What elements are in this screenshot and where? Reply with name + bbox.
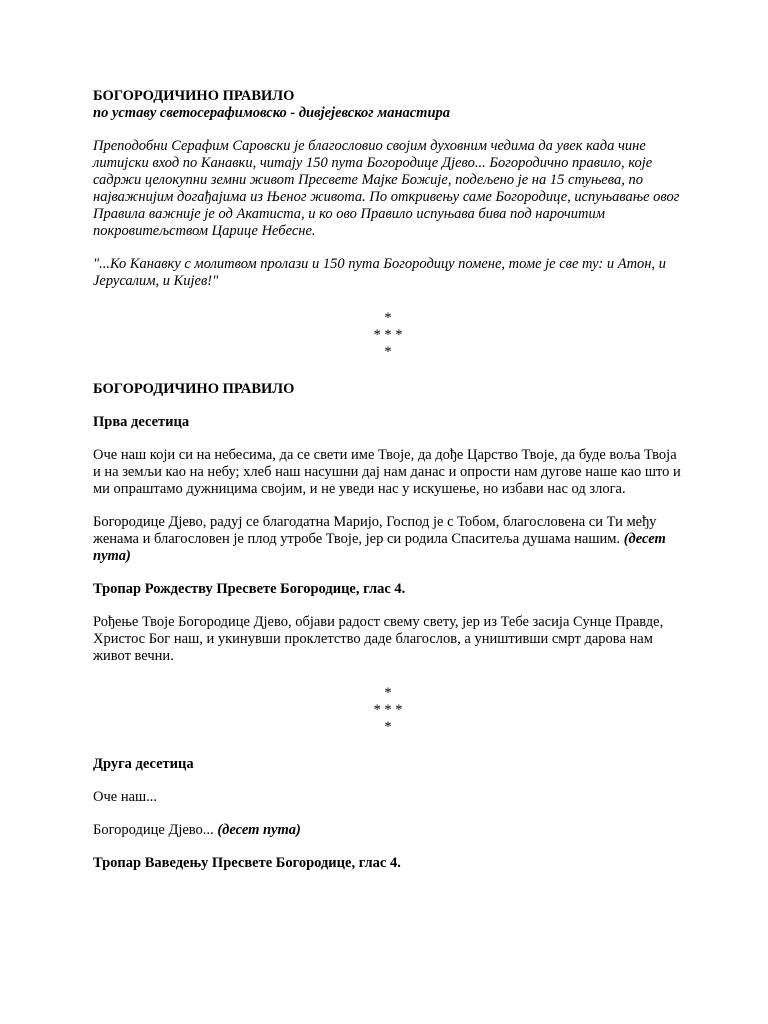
section-separator: [93, 685, 683, 736]
separator-top: *: [384, 685, 392, 701]
hail-mary-repeat-note: (десет пута): [93, 531, 666, 564]
quote-paragraph: "...Ко Канавку с молитвом пролази и 150 пута Богородицу помене, томе је све ту: и Атон, и Јерусалим, и Кијев!": [93, 256, 666, 289]
hail-mary-repeat-note: (десет пута): [217, 822, 301, 838]
first-decade-our-father: Оче наш који си на небесима, да се свети име Твоје, да дође Царство Твоје, да буде воља Твоја и на земљи као на небу; хлеб наш насушни дај нам данас и опрости нам дугове наше као што и ми опраштамо дужницима својим, и не уведи нас у искушење, но избави нас од злога.: [93, 447, 681, 497]
first-decade-hail-mary: [93, 514, 683, 565]
separator-top: *: [384, 310, 392, 326]
second-decade-our-father: Оче наш...: [93, 789, 158, 805]
second-decade-hail-mary: [93, 822, 683, 839]
document-subtitle: по уставу светосерафимовско - дивјејевског манастира: [93, 105, 451, 121]
separator-bottom: *: [384, 719, 392, 735]
first-decade-troparion-heading: Тропар Рождеству Пресвете Богородице, глас 4.: [93, 581, 406, 597]
second-decade-troparion-heading: Тропар Ваведењу Пресвете Богородице, глас 4.: [93, 855, 401, 871]
separator-middle: * * *: [373, 702, 403, 718]
hail-mary-text: Богородице Дјево, радуј се благодатна Маријо, Господ је с Тобом, благословена си Ти међу женама и благословен је плод утробе Твоје, јер си родила Спаситеља душама нашим.: [93, 514, 657, 547]
separator-bottom: *: [384, 344, 392, 360]
intro-paragraph: Преподобни Серафим Саровски је благословио својим духовним чедима да увек када чине литијски вход по Канавки, читају 150 пута Богородице Дјево... Богородично правило, које садржи целокупни земни живот Пресвете Мајке Божије, подељено је на 15 стуњева, по најважнијим догађајима из Њеног живота. По откривењу саме Богородице, испуњавање овог Правила важније је од Акатиста, и ко ово Правило испуњава бива под нарочитим покровитељством Царице Небесне.: [93, 138, 680, 239]
first-decade-troparion-text: Рођење Твоје Богородице Дјево, објави радост свему свету, јер из Тебе засија Сунце Правде, Христос Бог наш, и укинувши проклетство даде благослов, а уништивши смрт дарова нам живот вечни.: [93, 614, 664, 664]
first-decade-heading: Прва десетица: [93, 414, 190, 430]
separator-middle: * * *: [373, 327, 403, 343]
second-decade-heading: Друга десетица: [93, 756, 194, 772]
document-page: [93, 88, 683, 888]
hail-mary-text: Богородице Дјево...: [93, 822, 214, 838]
document-title: БОГОРОДИЧИНО ПРАВИЛО: [93, 88, 295, 104]
section-separator: [93, 310, 683, 361]
rule-heading: БОГОРОДИЧИНО ПРАВИЛО: [93, 381, 295, 397]
